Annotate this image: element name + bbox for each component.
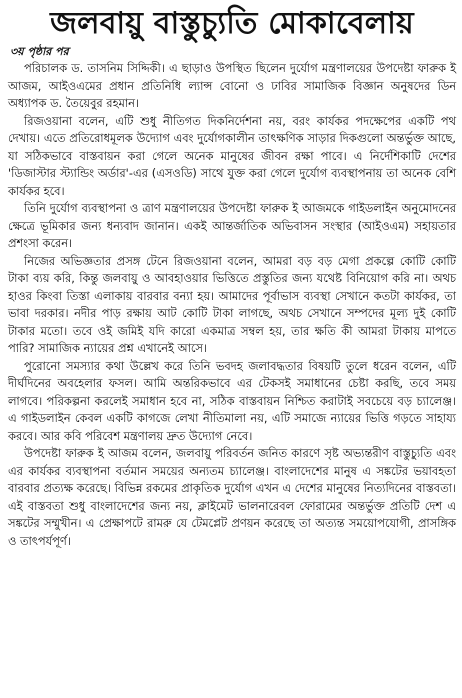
article-paragraph: পরিচালক ড. তাসনিম সিদ্দিকী। এ ছাড়াও উপস্থিত ছিলেন দুর্যোগ মন্ত্রণালয়ের উপদেষ্টা ফারুক ই আজম, আইওএমের প্রধান প্রতিনিধি ল্যান্স বোনো ও ঢাবির সামাজিক বিজ্ঞান অনুষদের ডিন অধ্যাপক ড. তৈয়েবুর রহমান। [8, 62, 456, 110]
article-paragraph: উপদেষ্টা ফারুক ই আজম বলেন, জলবায়ু পরিবর্তন জনিত কারণে সৃষ্ট অভ্যন্তরীণ বাস্তুচ্যুতি এবং এর কার্যকর ব্যবস্থাপনা বর্তমান সময়ের অন্যতম চ্যালেঞ্জ। বাংলাদেশের মানুষ এ সঙ্কটের ভয়াবহতা বারবার প্রত্যক্ষ করেছে। বিভিন্ন রকমের প্রাকৃতিক দুর্যোগ এখন এ দেশের মানুষের নিত্যদিনের বাস্তবতা। এই বাস্তবতা শুধু বাংলাদেশের জন্য নয়, ক্লাইমেট ভালনারেবল ফোরামের অন্তর্ভুক্ত প্রতিটি দেশ এ সঙ্কটের সম্মুখীন। এ প্রেক্ষাপটে রামরু যে টেমপ্লেট প্রণয়ন করেছে তা অত্যন্ত সময়োপযোগী, প্রাসঙ্গিক ও তাৎপর্যপূর্ণ। [8, 447, 456, 548]
article-paragraph: তিনি দুর্যোগ ব্যবস্থাপনা ও ত্রাণ মন্ত্রণালয়ের উপদেষ্টা ফারুক ই আজমকে গাইডলাইন অনুমোদনের ক্ষেত্রে ভূমিকার জন্য ধন্যবাদ জানান। একই আন্তর্জাতিক অভিবাসন সংস্থার (আইওএম) সহায়তার প্রশংসা করেন। [8, 202, 456, 250]
article-headline: জলবায়ু বাস্তুচ্যুতি মোকাবেলায় [50, 6, 414, 41]
continued-from-label: ৩য় পৃষ্ঠার পর [10, 45, 69, 58]
article-paragraph: পুরোনো সমস্যার কথা উল্লেখ করে তিনি ভবদহ জলাবদ্ধতার বিষয়টি তুলে ধরেন বলেন, এটি দীর্ঘদিনের অবহেলার ফসল। আমি অন্তরিকভাবে এর টেকসই সমাধানের চেষ্টা করছি, তবে সময় লাগবে। পরিকল্পনা করলেই সমাধান হবে না, সঠিক বাস্তবায়ন নিশ্চিত করাটাই সবচেয়ে বড় চ্যালেঞ্জ। এ গাইডলাইন কেবল একটি কাগজে লেখা নীতিমালা নয়, এটি সমাজে ন্যায়ের ভিত্তি গড়তে সাহায্য করবে। আর কবি পরিবেশ মন্ত্রণালয় দ্রুত উদ্যোগ নেবে। [8, 359, 456, 443]
article-paragraph: নিজের অভিজ্ঞতার প্রসঙ্গ টেনে রিজওয়ানা বলেন, আমরা বড় বড় মেগা প্রকল্পে কোটি কোটি টাকা ব্যয় করি, কিন্তু জলবায়ু ও আবহাওয়ার ভিত্তিতে প্রস্তুতির জন্য যথেষ্ট বিনিয়োগ করি না। অথচ হাওর কিংবা তিস্তা এলাকায় বারবার বন্যা হয়। আমাদের পূর্বাভাস ব্যবস্থা সেখানে কতটা কার্যকর, তা ভাবা দরকার। নদীর পাড় রক্ষায় আট কোটি টাকা লাগছে, অথচ সেখানে সম্পদের মূল্য দুই কোটি টাকার মতো। তবে ওই জমিই যদি কারো একমাত্র সম্বল হয়, তার ক্ষতি কী আমরা টাকায় মাপতে পারি? সামাজিক ন্যায়ের প্রশ্ন এখানেই আসে। [8, 254, 456, 355]
article-paragraph: রিজওয়ানা বলেন, এটি শুধু নীতিগত দিকনির্দেশনা নয়, বরং কার্যকর পদক্ষেপের একটি পথ দেখায়। এতে প্রতিরোধমূলক উদ্যোগ এবং দুর্যোগকালীন তাৎক্ষণিক সাড়ার দিকগুলো অন্তর্ভুক্ত আছে, যা সঠিকভাবে বাস্তবায়ন করা গেলে অনেক মানুষের জীবন রক্ষা পাবে। এ নির্দেশিকাটি দেশের 'ডিজাস্টার স্ট্যান্ডিং অর্ডার'-এর (এসওডি) সাথে যুক্ত করা গেলে দুর্যোগ ব্যবস্থাপনায় তা অনেক বেশি কার্যকর হবে। [8, 114, 456, 198]
article-body [8, 60, 456, 550]
